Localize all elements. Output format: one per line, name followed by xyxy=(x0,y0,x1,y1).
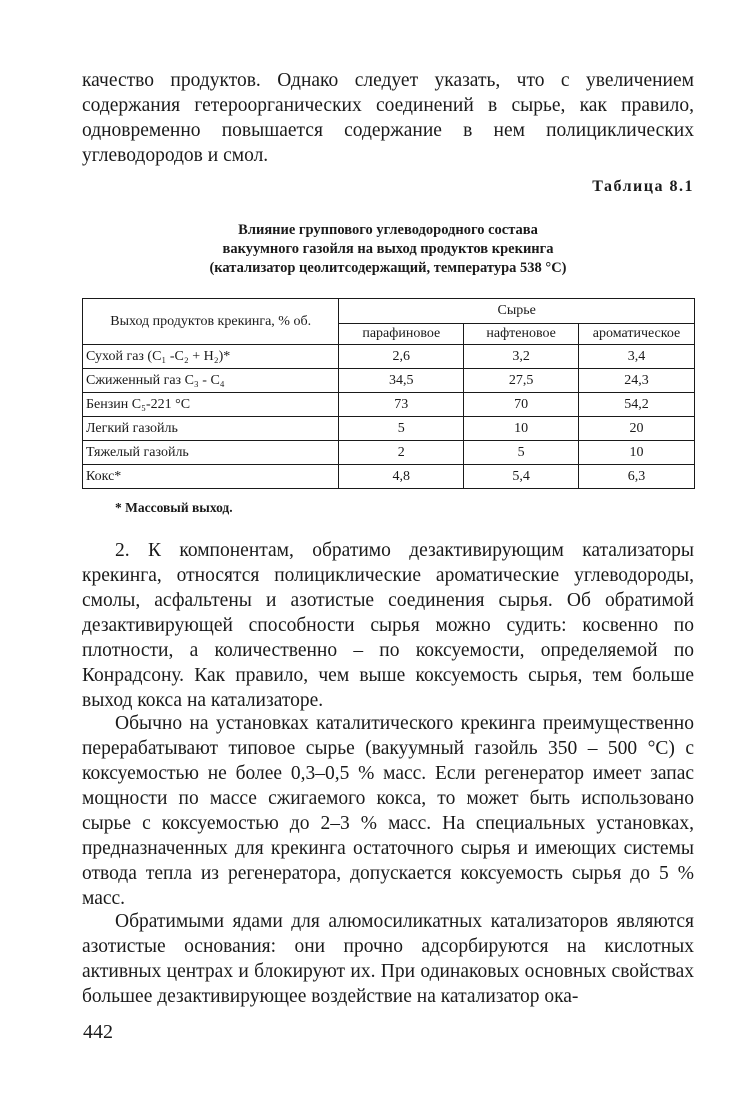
table-footnote: * Массовый выход. xyxy=(115,500,233,515)
table-number: Таблица 8.1 xyxy=(592,178,694,195)
paragraph-text: Обычно на установках каталитического крекинга преимущественно перерабатывают типовое сырье (вакуумный газойль 350 – 500 °С) с коксуемостью не более 0,3–0,5 % масс. Если регенератор имеет запас мощности по массе сжигаемого кокса, то может быть использовано сырье с коксуемостью до 2–3 % масс. На специальных установках, предназначенных для крекинга остаточного сырья и имеющих системы отвода тепла из регенератора, допускается коксуемость сырья до 5 % масс. xyxy=(82,713,694,909)
paragraph-2 xyxy=(82,538,694,713)
cell-value: 27,5 xyxy=(464,369,579,393)
cell-value: 5 xyxy=(339,417,464,441)
paragraph-3 xyxy=(82,711,694,911)
row-label: Тяжелый газойль xyxy=(83,441,339,465)
row-label: Легкий газойль xyxy=(83,417,339,441)
yield-table xyxy=(82,298,695,489)
paragraph-text: качество продуктов. Однако следует указать, что с увеличением содержания гетероорганических соединений в сырье, как правило, одновременно повышается содержание в нем полициклических углеводородов и смол. xyxy=(82,70,694,166)
cell-value: 4,8 xyxy=(339,465,464,489)
paragraph-text: Обратимыми ядами для алюмосиликатных катализаторов являются азотистые основания: они прочно адсорбируются на кислотных активных центрах и блокируют их. При одинаковых основных свойствах большее дезактивирующее воздействие на катализатор ока- xyxy=(82,911,694,1007)
caption-line: вакуумного газойля на выход продуктов крекинга xyxy=(222,241,554,257)
cell-value: 24,3 xyxy=(579,369,695,393)
table-caption xyxy=(82,221,694,278)
table-row xyxy=(83,393,695,417)
table-row xyxy=(83,465,695,489)
paragraph-top xyxy=(82,68,694,168)
cell-value: 2 xyxy=(339,441,464,465)
header-col-naphthene: нафтеновое xyxy=(464,324,579,345)
cell-value: 10 xyxy=(579,441,695,465)
cell-value: 54,2 xyxy=(579,393,695,417)
cell-value: 6,3 xyxy=(579,465,695,489)
header-group: Сырье xyxy=(339,299,695,324)
caption-line: Влияние группового углеводородного состава xyxy=(238,222,538,238)
cell-value: 70 xyxy=(464,393,579,417)
cell-value: 5 xyxy=(464,441,579,465)
page-number: 442 xyxy=(83,1021,113,1043)
table-row xyxy=(83,417,695,441)
table-row xyxy=(83,441,695,465)
row-label: Сухой газ (С₁ -С₂ + Н₂)* xyxy=(83,345,339,369)
cell-value: 2,6 xyxy=(339,345,464,369)
header-rowlabel: Выход продуктов крекинга, % об. xyxy=(83,299,339,345)
cell-value: 5,4 xyxy=(464,465,579,489)
header-col-paraffin: парафиновое xyxy=(339,324,464,345)
paragraph-4 xyxy=(82,909,694,1009)
row-label: Сжиженный газ С₃ - С₄ xyxy=(83,369,339,393)
cell-value: 34,5 xyxy=(339,369,464,393)
row-label: Кокс* xyxy=(83,465,339,489)
header-col-aromatic: ароматическое xyxy=(579,324,695,345)
cell-value: 3,4 xyxy=(579,345,695,369)
cell-value: 20 xyxy=(579,417,695,441)
paragraph-text: 2. К компонентам, обратимо дезактивирующим катализаторы крекинга, относятся полициклические ароматические углеводороды, смолы, асфальтены и азотистые соединения сырья. Об обратимой дезактивирующей способности сырья можно судить: косвенно по плотности, а количественно – по коксуемости, определяемой по Конрадсону. Как правило, чем выше коксуемость сырья, тем больше выход кокса на катализаторе. xyxy=(82,540,694,711)
table-row xyxy=(83,345,695,369)
table-row xyxy=(83,369,695,393)
cell-value: 10 xyxy=(464,417,579,441)
cell-value: 73 xyxy=(339,393,464,417)
row-label: Бензин С₅-221 °С xyxy=(83,393,339,417)
caption-line: (катализатор цеолитсодержащий, температура 538 °С) xyxy=(209,260,567,276)
cell-value: 3,2 xyxy=(464,345,579,369)
